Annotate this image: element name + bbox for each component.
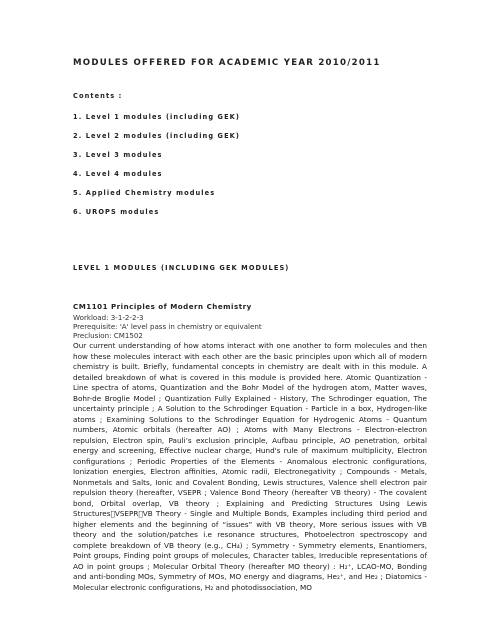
toc-item-level-3[interactable]: 3. Level 3 modules bbox=[73, 151, 163, 159]
contents-label: Contents : bbox=[73, 92, 123, 100]
toc-item-level-1[interactable]: 1. Level 1 modules (including GEK) bbox=[73, 113, 240, 121]
module-preclusion: Preclusion: CM1502 bbox=[73, 331, 143, 341]
document-title: MODULES OFFERED FOR ACADEMIC YEAR 2010/2011 bbox=[73, 58, 381, 68]
toc-item-level-2[interactable]: 2. Level 2 modules (including GEK) bbox=[73, 132, 240, 140]
toc-item-applied-chemistry[interactable]: 5. Applied Chemistry modules bbox=[73, 189, 216, 197]
module-workload: Workload: 3-1-2-2-3 bbox=[73, 313, 144, 322]
section-heading-level-1: LEVEL 1 MODULES (INCLUDING GEK MODULES) bbox=[73, 264, 290, 272]
module-cm1101 bbox=[73, 301, 427, 593]
toc-item-urops[interactable]: 6. UROPS modules bbox=[73, 208, 160, 216]
module-title: CM1101 Principles of Modern Chemistry bbox=[73, 302, 252, 311]
module-prerequisite: Prerequisite: 'A' level pass in chemistry or equivalent bbox=[73, 322, 262, 332]
module-description: Our current understanding of how atoms interact with one another to form molecules and then how these molecules interact with each other are the basic principles upon which all of modern chemistry is built. Briefly, fundamental concepts in chemistry are dealt with in this module. A detailed breakdown of what is covered in this module is provided here. Atomic Quantization - Line spectra of atoms, Quantization and the Bohr Model of the hydrogen atom, Matter waves, Bohr-de Broglie Model ; Quantization Fully Explained - History, The Schrodinger equation, The uncertainty principle ; A Solution to the Schrodinger Equation - Particle in a box, Hydrogen-like atoms ; Examining Solutions to the Schrodinger Equation for Hydrogenic Atoms - Quantum numbers, Atomic orbitals (hereafter AO) ; Atoms with Many Electrons - Electron-electron repulsion, Electron spin, Pauli’s exclusion principle, Aufbau principle, AO penetration, orbital energy and screening, Effective nuclear charge, Hund's rule of maximum multiplicity, Electron configurations ; Periodic Properties of the Elements - Anomalous electronic configurations, Ionization energies, Electron affinities, Atomic radii, Electronegativity ; Compounds - Metals, Nonmetals and Salts, Ionic and Covalent Bonding, Lewis structures, Valence shell electron pair repulsion theory (hereafter, VSEPR ; Valence Bond Theory (hereafter VB theory) - The covalent bond, Orbital overlap, VB theory ; Explaining and Predicting Structures Using Lewis Structures VSEPR VB Theory - Single and Multiple Bonds, Examples including third period and higher elements and the beginning of “issues” with VB theory, More serious issues with VB theory and the solution/patches i.e resonance structures, Photoelectron spectroscopy and complete breakdown of VB theory (e.g., CH₄) ; Symmetry - Symmetry elements, Enantiomers, Point groups, Finding point groups of molecules, Character tables, Irreducible representations of AO in point groups ; Molecular Orbital Theory (hereafter MO theory) : H₂⁺, LCAO-MO, Bonding and anti-bonding MOs, Symmetry of MOs, MO energy and diagrams, He₂⁺, and He₂ ; Diatomics - Molecular electronic configurations, H₂ and photodissociation, MO bbox=[73, 341, 427, 592]
toc-item-level-4[interactable]: 4. Level 4 modules bbox=[73, 170, 163, 178]
